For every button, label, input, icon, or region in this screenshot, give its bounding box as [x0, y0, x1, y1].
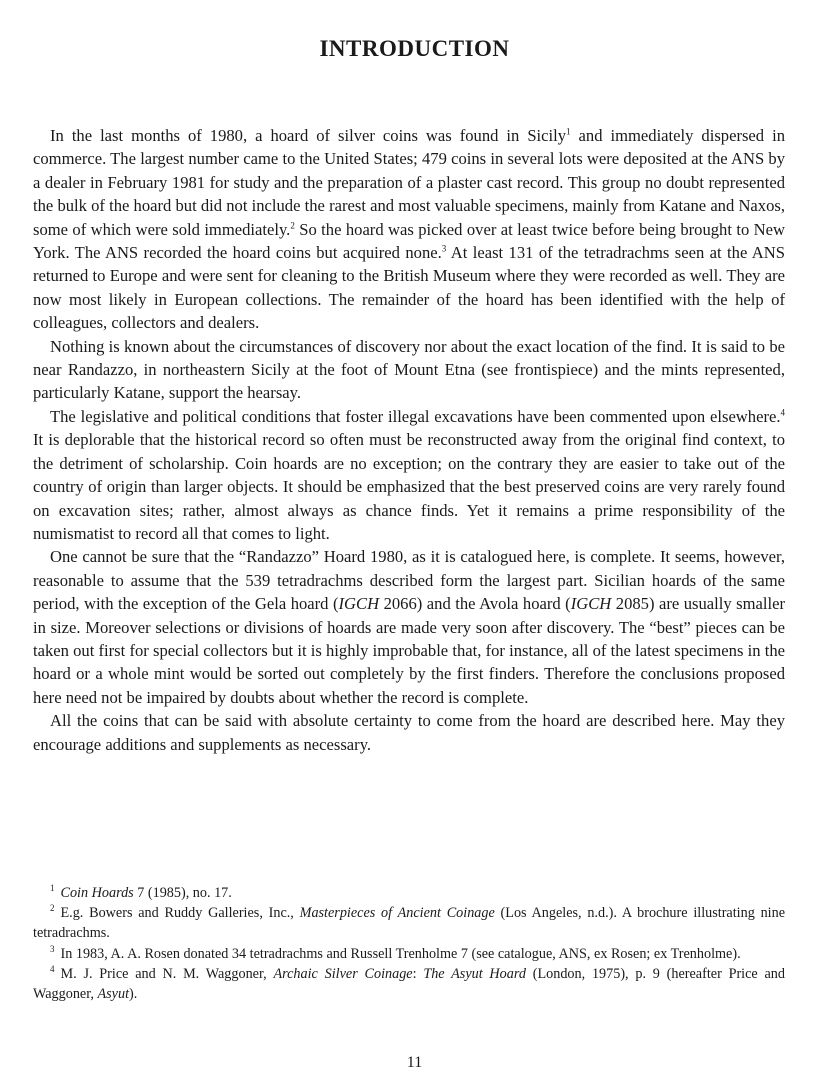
paragraph-text: The legislative and political conditions that foster illegal excavations have been commented upon elsewhere. [50, 406, 781, 426]
footnote-3 [33, 944, 785, 964]
footnote-1 [33, 883, 785, 903]
footnote-text: (Los Angeles, n.d.). A brochure illustrating nine tetradrachms. [33, 905, 785, 942]
footnote-reference: 2 [290, 220, 295, 231]
footnote-number: 1 [50, 883, 55, 894]
paragraph-1 [33, 124, 785, 335]
paragraph-3 [33, 405, 785, 545]
footnote-text: 7 (1985), no. 17. [133, 885, 232, 901]
paragraph-text: It is deplorable that the historical record so often must be reconstructed away from the original find context, to the detriment of scholarship. Coin hoards are no exception; on the contrary they are easier to take out of the country of origin than larger objects. It should be emphasized that the best preserved coins are very rarely found on excavation sites; rather, almost always as chance finds. Yet it remains a prime responsibility of the numismatist to record all that comes to light. [33, 430, 785, 543]
footnote-text: E.g. Bowers and Ruddy Galleries, Inc., [60, 905, 300, 922]
paragraph-text: One cannot be sure that the “Randazzo” Hoard 1980, as it is catalogued here, is complete. It seems, however, reasonable to assume that the 539 tetradrachms described form the largest part. Sicilian hoards of the same period, with the exception of the Gela hoard ( [33, 547, 785, 614]
paragraph-text: All the coins that can be said with absolute certainty to come from the hoard are described here. May they encourage additions and supplements as necessary. [33, 711, 785, 754]
footnote-italic: Coin Hoards [60, 885, 134, 901]
footnote-italic: Masterpieces of Ancient Coinage [299, 905, 495, 922]
footnote-reference: 3 [441, 243, 447, 254]
footnote-4 [33, 964, 785, 1004]
paragraph-text: So the hoard was picked over at least twice before being brought to New York. The ANS recorded the hoard coins but acquired none. [33, 219, 786, 263]
page-number: 11 [406, 1054, 423, 1071]
footnote-2 [33, 903, 785, 943]
italic-reference: IGCH [570, 594, 612, 614]
footnote-italic: Archaic Silver Coinage [273, 965, 413, 982]
footnote-number: 3 [50, 943, 55, 954]
paragraph-text: 2085) are usually smaller in size. Moreover selections or divisions of hoards are made very soon after discovery. The “best” pieces can be taken out first for special collectors but it is highly improbable that, for instance, all of the latest specimens in the hoard or a whole mint would be sorted out completely by the first finders. Therefore the conclusions proposed here need not be impaired by doubts about whether the record is complete. [33, 594, 786, 707]
paragraph-text: 2066) and the Avola hoard ( [379, 594, 571, 614]
paragraph-2 [33, 335, 785, 405]
paragraph-4 [33, 545, 785, 709]
paragraph-5 [33, 709, 785, 756]
footnote-italic: Asyut [97, 986, 130, 1003]
paragraph-text: and immediately dispersed in commerce. The largest number came to the United States; 479 coins in several lots were deposited at the ANS by a dealer in February 1981 for study and the preparation of a plaster cast record. This group no doubt represented the bulk of the hoard but did not include the rarest and most valuable specimens, mainly from Katane and Naxos, some of which were sold immediately. [33, 126, 785, 239]
footnote-reference: 4 [780, 407, 785, 418]
paragraph-text: In the last months of 1980, a hoard of silver coins was found in Sicily [50, 126, 567, 145]
italic-reference: IGCH [338, 594, 380, 614]
paragraph-text: Nothing is known about the circumstances of discovery nor about the exact location of the find. It is said to be near Randazzo, in northeastern Sicily at the foot of Mount Etna (see frontispiece) and the mints represented, particularly Katane, support the hearsay. [33, 336, 785, 403]
footnote-text: : [412, 965, 424, 982]
footnote-text: M. J. Price and N. M. Waggoner, [60, 965, 274, 982]
footnote-text: In 1983, A. A. Rosen donated 34 tetradrachms and Russell Trenholme 7 (see catalogue, ANS, ex Rosen; ex Trenholme). [60, 945, 741, 962]
footnote-number: 4 [50, 964, 55, 975]
page-title: INTRODUCTION [319, 36, 510, 61]
footnotes [33, 883, 785, 1004]
footnote-italic: The Asyut Hoard [423, 965, 526, 982]
footnote-number: 2 [50, 903, 55, 914]
footnote-reference: 1 [566, 126, 571, 137]
footnote-text: (London, 1975), p. 9 (hereafter Price and Waggoner, [33, 965, 785, 1003]
paragraph-text: At least 131 of the tetradrachms seen at the ANS returned to Europe and were sent for cleaning to the British Museum where they were recorded as well. They are now most likely in European collections. The remainder of the hoard has been identified with the help of colleagues, collectors and dealers. [33, 243, 785, 333]
main-text [33, 124, 785, 756]
footnote-text: ). [129, 986, 138, 1003]
